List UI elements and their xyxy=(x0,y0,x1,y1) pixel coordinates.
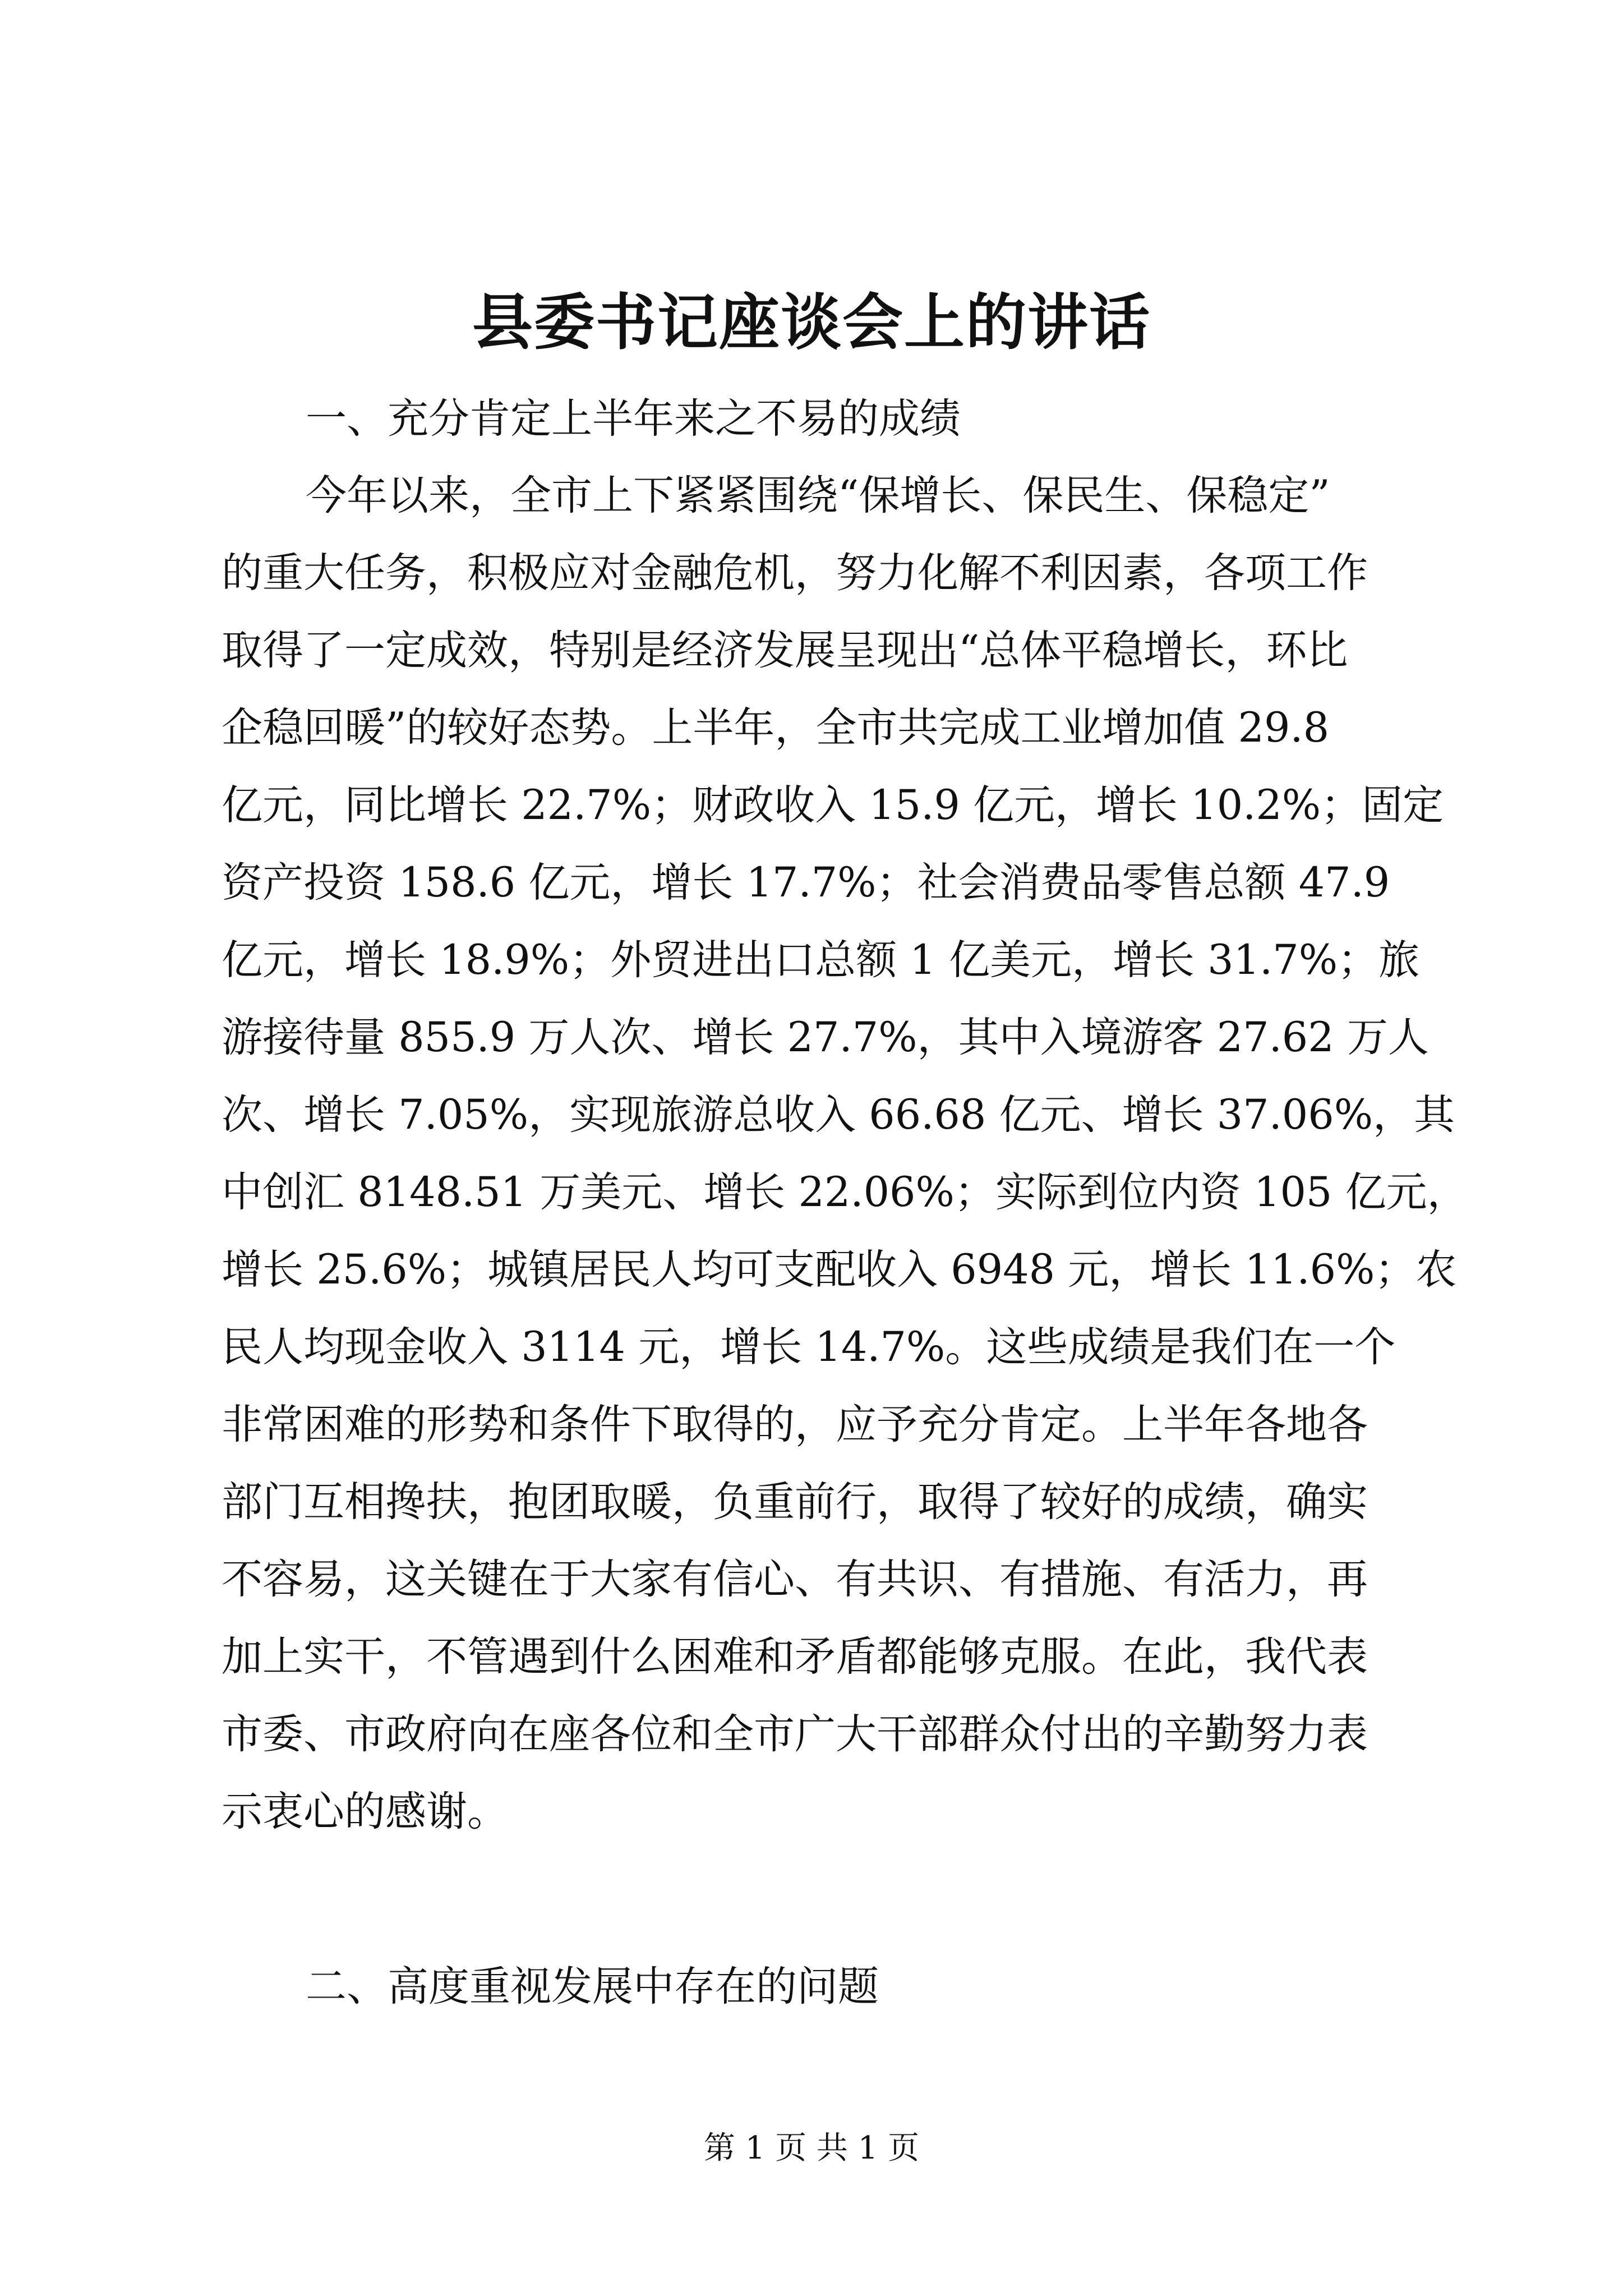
paragraph-line: 市委、市政府向在座各位和全市广大干部群众付出的辛勤努力表 xyxy=(222,1710,1368,1758)
paragraph-line: 取得了一定成效，特别是经济发展呈现出“总体平稳增长，环比 xyxy=(222,627,1348,674)
paragraph-line: 今年以来，全市上下紧紧围绕“保增长、保民生、保稳定” xyxy=(306,472,1330,519)
section-2-heading: 二、高度重视发展中存在的问题 xyxy=(306,1963,879,2010)
page-number-footer: 第 1 页 共 1 页 xyxy=(703,2130,920,2166)
paragraph-line: 企稳回暖”的较好态势。上半年，全市共完成工业增加值 29.8 xyxy=(222,704,1330,752)
paragraph-line: 资产投资 158.6 亿元，增长 17.7%；社会消费品零售总额 47.9 xyxy=(222,859,1390,907)
paragraph-line: 亿元，同比增长 22.7%；财政收入 15.9 亿元，增长 10.2%；固定 xyxy=(222,781,1444,829)
paragraph-line: 示衷心的感谢。 xyxy=(222,1788,508,1835)
paragraph-line: 游接待量 855.9 万人次、增长 27.7%，其中入境游客 27.62 万人 xyxy=(222,1014,1429,1061)
section-1-heading: 一、充分肯定上半年来之不易的成绩 xyxy=(306,395,961,443)
paragraph-line: 增长 25.6%；城镇居民人均可支配收入 6948 元，增长 11.6%；农 xyxy=(222,1246,1457,1294)
paragraph-line: 亿元，增长 18.9%；外贸进出口总额 1 亿美元，增长 31.7%；旅 xyxy=(222,936,1420,984)
paragraph-line: 部门互相搀扶，抱团取暖，负重前行，取得了较好的成绩，确实 xyxy=(222,1478,1368,1526)
paragraph-line: 次、增长 7.05%，实现旅游总收入 66.68 亿元、增长 37.06%，其 xyxy=(222,1091,1455,1139)
document-title: 县委书记座谈会上的讲话 xyxy=(472,287,1151,358)
paragraph-line: 民人均现金收入 3114 元，增长 14.7%。这些成绩是我们在一个 xyxy=(222,1323,1396,1371)
paragraph-line: 非常困难的形势和条件下取得的，应予充分肯定。上半年各地各 xyxy=(222,1401,1368,1448)
paragraph-line: 加上实干，不管遇到什么困难和矛盾都能够克服。在此，我代表 xyxy=(222,1633,1368,1681)
paragraph-line: 不容易，这关键在于大家有信心、有共识、有措施、有活力，再 xyxy=(222,1556,1368,1603)
paragraph-line: 中创汇 8148.51 万美元、增长 22.06%；实际到位内资 105 亿元， xyxy=(222,1168,1468,1216)
paragraph-line: 的重大任务，积极应对金融危机，努力化解不利因素，各项工作 xyxy=(222,549,1368,597)
